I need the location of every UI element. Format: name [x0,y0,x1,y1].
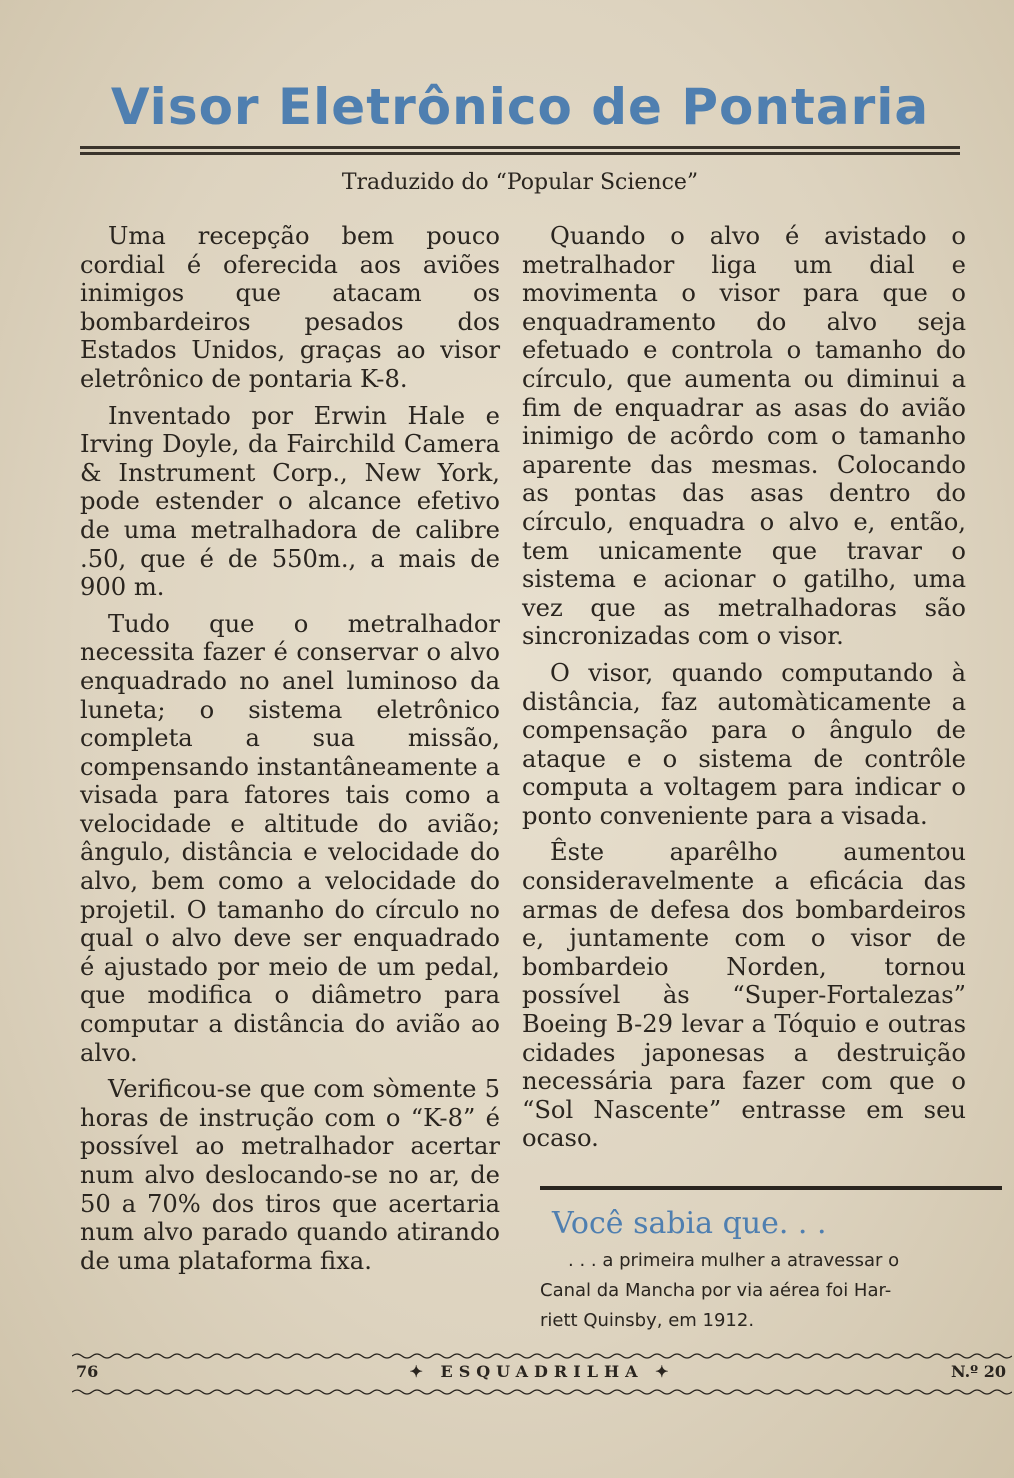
paragraph: Êste aparêlho aumentou consideravelmente a eficácia das armas de defesa dos bombardeiros e, juntamente com o visor de bombardeio Norden, tornou possível às “Super-Fortalezas” Boeing B-29 levar a Tóquio e outras cidades japonesas a destruição necessária para fazer com que o “Sol Nascente” entrasse em seu ocaso. [522,838,966,1153]
sidebar-box-text [540,1246,1002,1336]
footer-wavy-rule-bottom [72,1388,1012,1396]
sidebar-box-title: Você sabia que. . . [552,1206,827,1241]
title-rule-bottom [80,152,960,155]
right-column [522,222,966,1161]
footer-wavy-rule-top [72,1352,1012,1360]
sidebar-line: Canal da Mancha por via aérea foi Har- [540,1280,892,1301]
paragraph: Uma recepção bem pouco cordial é oferecida aos aviões inimigos que atacam os bombardeiros pesados dos Estados Unidos, graças ao visor eletrônico de pontaria K-8. [80,222,500,393]
title-rule-top [80,146,960,149]
paragraph: Inventado por Erwin Hale e Irving Doyle, da Fairchild Camera & Instrument Corp., New York, pode estender o alcance efetivo de uma metralhadora de calibre .50, que é de 550m., a mais de 900 m. [80,401,500,602]
issue-number: N.º 20 [950,1362,1006,1381]
sidebar-line: riett Quinsby, em 1912. [540,1310,755,1331]
sidebar-box-rule [540,1186,1002,1190]
paragraph: O visor, quando computando à distância, faz automàticamente a compensação para o ângulo de ataque e o sistema de contrôle computa a voltagem para indicar o ponto conveniente para a visada. [522,658,966,830]
paragraph: Quando o alvo é avistado o metralhador liga um dial e movimenta o visor para que o enquadramento do alvo seja efetuado e controla o tamanho do círculo, que aumenta ou diminui a fim de enquadrar as asas do avião inimigo de acôrdo com o tamanho aparente das mesmas. Colocando as pontas das asas dentro do círculo, enquadra o alvo e, então, tem unicamente que travar o sistema e acionar o gatilho, uma vez que as metralhadoras são sincronizadas com o visor. [522,222,966,651]
page-footer [72,1362,1012,1388]
article-title: Visor Eletrônico de Pontaria [110,78,930,136]
left-column [80,222,500,1283]
paragraph: Tudo que o metralhador necessita fazer é conservar o alvo enquadrado no anel luminoso da luneta; o sistema eletrônico completa a sua missão, compensando instantâneamente a visada para fatores tais como a velocidade e altitude do avião; ângulo, distância e velocidade do alvo, bem como a velocidade do projetil. O tamanho do círculo no qual o alvo deve ser enquadrado é ajustado por meio de um pedal, que modifica o diâmetro para computar a distância do avião ao alvo. [80,609,500,1067]
page-number: 76 [76,1362,99,1381]
article-subtitle: Traduzido do “Popular Science” [341,170,699,195]
paragraph: Verificou-se que com sòmente 5 horas de instrução com o “K-8” é possível ao metralhador acertar num alvo deslocando-se no ar, de 50 a 70% dos tiros que acertaria num alvo parado quando atirando de uma plataforma fixa. [80,1075,500,1275]
sidebar-line: . . . a primeira mulher a atravessar o [568,1250,900,1271]
magazine-name: ✦ ESQUADRILHA ✦ [409,1362,675,1381]
